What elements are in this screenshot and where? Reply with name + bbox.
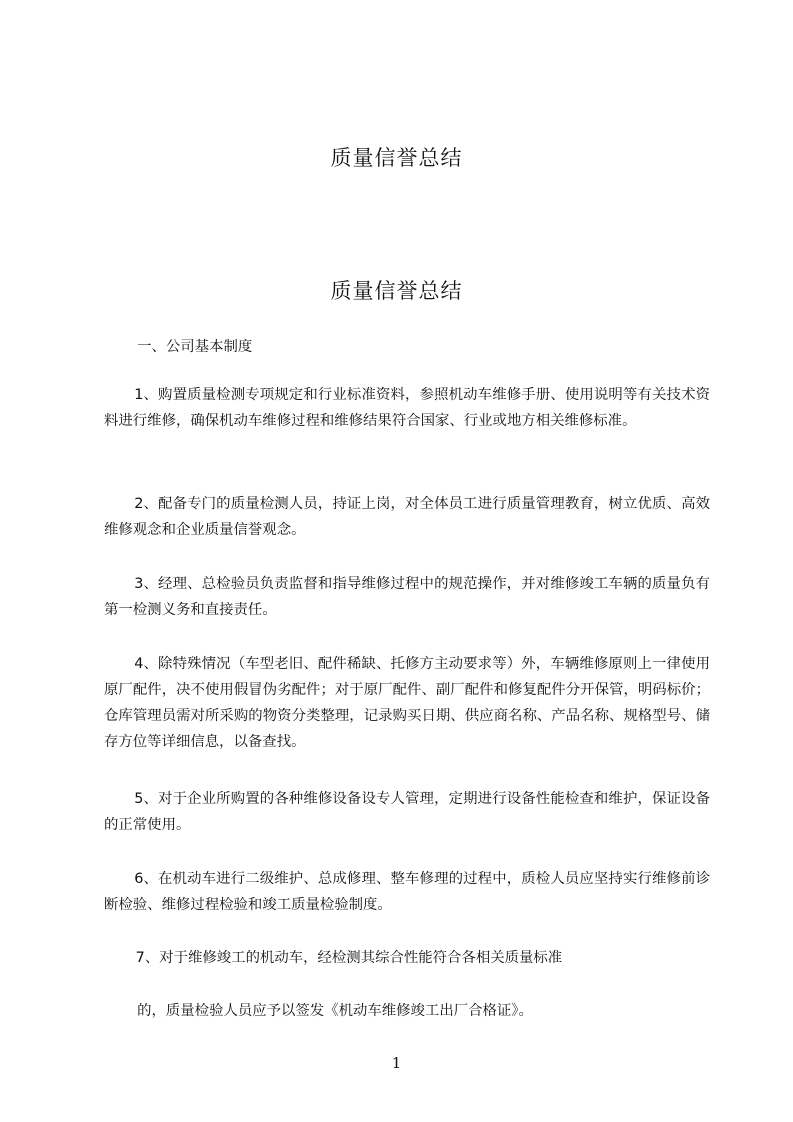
cover-title: 质量信誉总结 bbox=[330, 146, 463, 170]
page-number: 1 bbox=[391, 1054, 402, 1072]
paragraph-1: 1、购置质量检测专项规定和行业标准资料，参照机动车维修手册、使用说明等有关技术资料进行维修，确保机动车维修过程和维修结果符合国家、行业或地方相关维修标准。 bbox=[104, 387, 710, 429]
paragraph-7: 7、对于维修竣工的机动车，经检测其综合性能符合各相关质量标准 bbox=[135, 950, 563, 966]
document-title: 质量信誉总结 bbox=[330, 279, 463, 303]
paragraph-6: 6、在机动车进行二级维护、总成修理、整车修理的过程中，质检人员应坚持实行维修前诊断检验、维修过程检验和竣工质量检验制度。 bbox=[104, 871, 710, 913]
paragraph-7-continued: 的，质量检验人员应予以签发《机动车维修竣工出厂合格证》。 bbox=[137, 1003, 533, 1019]
section-heading: 一、公司基本制度 bbox=[137, 339, 253, 355]
paragraph-3: 3、经理、总检验员负责监督和指导维修过程中的规范操作，并对维修竣工车辆的质量负有第一检测义务和直接责任。 bbox=[104, 576, 710, 618]
paragraph-2: 2、配备专门的质量检测人员，持证上岗，对全体员工进行质量管理教育，树立优质、高效维修观念和企业质量信誉观念。 bbox=[104, 496, 710, 538]
paragraph-5: 5、对于企业所购置的各种维修设备设专人管理，定期进行设备性能检查和维护，保证设备的正常使用。 bbox=[104, 791, 710, 833]
paragraph-4: 4、除特殊情况（车型老旧、配件稀缺、托修方主动要求等）外，车辆维修原则上一律使用原厂配件，决不使用假冒伪劣配件；对于原厂配件、副厂配件和修复配件分开保管，明码标价；仓库管理员需对所采购的物资分类整理，记录购买日期、供应商名称、产品名称、规格型号、储存方位等详细信息，以备查找。 bbox=[104, 656, 710, 750]
